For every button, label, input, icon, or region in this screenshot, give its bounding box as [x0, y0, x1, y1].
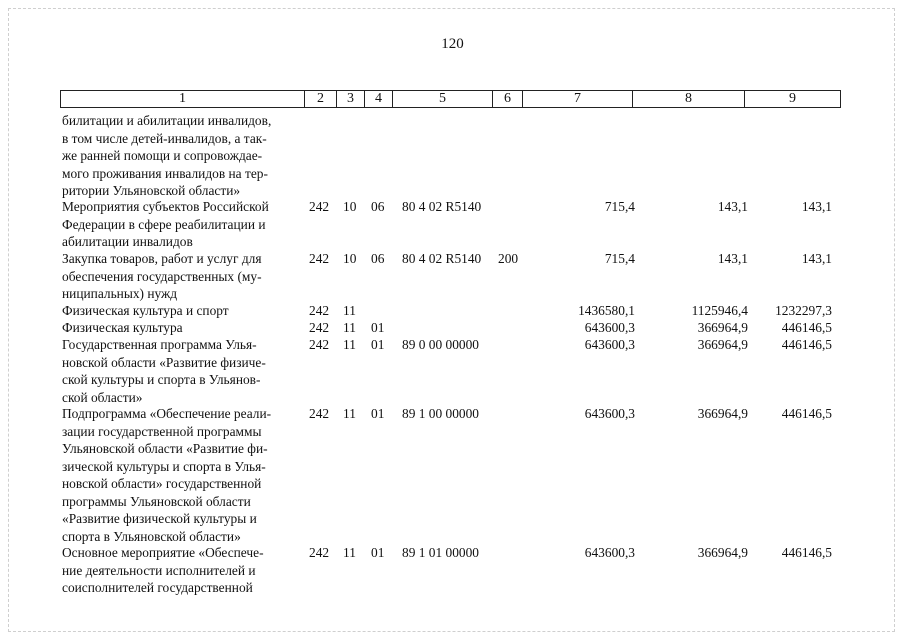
col-3-value: 11 — [343, 406, 356, 421]
col-8-value: 366964,9 — [697, 406, 748, 421]
header-col-4: 4 — [365, 91, 393, 107]
row-name: Закупка товаров, работ и услуг для обеспечения государственных (му- ниципальных) нужд — [62, 251, 262, 301]
col-5-value: 89 1 01 00000 — [402, 545, 479, 560]
col-5-value: 89 0 00 00000 — [402, 337, 479, 352]
col-8-value: 366964,9 — [697, 320, 748, 335]
col-3-value: 11 — [343, 320, 356, 335]
col-8-value: 143,1 — [717, 199, 748, 214]
col-7-value: 643600,3 — [584, 545, 635, 560]
header-col-1: 1 — [61, 91, 305, 107]
row-name: Мероприятия субъектов Российской Федерации в сфере реабилитации и абилитации инвалидов — [62, 199, 269, 249]
col-7-value: 715,4 — [604, 251, 635, 266]
col-2-value: 242 — [309, 406, 330, 421]
col-3-value: 11 — [343, 303, 356, 318]
col-9-value: 143,1 — [801, 199, 832, 214]
col-5-value: 89 1 00 00000 — [402, 406, 479, 421]
col-3-value: 11 — [343, 337, 356, 352]
header-col-5: 5 — [393, 91, 493, 107]
col-8-value: 366964,9 — [697, 545, 748, 560]
row-name: Основное мероприятие «Обеспече- ние деятельности исполнителей и соисполнителей государственной — [62, 545, 264, 595]
header-col-9: 9 — [789, 91, 796, 106]
col-7-value: 643600,3 — [584, 406, 635, 421]
row-name: билитации и абилитации инвалидов, в том числе детей-инвалидов, а так- же ранней помощи и сопровождае- мого проживания инвалидов на тер- ритории Ульяновской области» — [62, 113, 272, 198]
page-number: 120 — [441, 36, 464, 52]
col-4-value: 06 — [371, 199, 385, 214]
row-name: Физическая культура и спорт — [62, 303, 229, 318]
col-8-value: 143,1 — [717, 251, 748, 266]
col-6-value: 200 — [498, 251, 519, 266]
header-col-8: 8 — [633, 91, 745, 107]
col-2-value: 242 — [309, 545, 330, 560]
col-3-value: 10 — [343, 251, 357, 266]
row-name: Подпрограмма «Обеспечение реали- зации государственной программы Ульяновской области «Развитие фи- зической культуры и спорта в Улья- новской области» государственной программы Ульяновской области «Развитие физической культуры и спорта в Ульяновской области» — [62, 406, 272, 544]
col-8-value: 1125946,4 — [691, 303, 748, 318]
col-7-value: 1436580,1 — [578, 303, 635, 318]
col-5-value: 80 4 02 R5140 — [402, 251, 482, 266]
col-2-value: 242 — [309, 251, 330, 266]
col-4-value: 06 — [371, 251, 385, 266]
col-8-value: 366964,9 — [697, 337, 748, 352]
col-9-value: 446146,5 — [781, 406, 832, 421]
col-2-value: 242 — [309, 320, 330, 335]
col-2-value: 242 — [309, 337, 330, 352]
col-2-value: 242 — [309, 303, 330, 318]
col-7-value: 643600,3 — [584, 337, 635, 352]
col-2-value: 242 — [309, 199, 330, 214]
header-col-7: 7 — [523, 91, 633, 107]
col-5-value: 80 4 02 R5140 — [402, 199, 482, 214]
row-name: Физическая культура — [62, 320, 183, 335]
col-3-value: 11 — [343, 545, 356, 560]
col-9-value: 1232297,3 — [775, 303, 832, 318]
header-col-3: 3 — [337, 91, 365, 107]
header-col-6: 6 — [493, 91, 523, 107]
col-9-value: 446146,5 — [781, 320, 832, 335]
col-4-value: 01 — [371, 545, 385, 560]
col-9-value: 446146,5 — [781, 337, 832, 352]
table-header — [60, 90, 841, 108]
col-7-value: 715,4 — [604, 199, 635, 214]
col-4-value: 01 — [371, 406, 385, 421]
col-3-value: 10 — [343, 199, 357, 214]
header-col-2: 2 — [305, 91, 337, 107]
row-name: Государственная программа Улья- новской области «Развитие физиче- ской культуры и спорта в Ульянов- ской области» — [62, 337, 266, 405]
col-9-value: 143,1 — [801, 251, 832, 266]
col-7-value: 643600,3 — [584, 320, 635, 335]
col-9-value: 446146,5 — [781, 545, 832, 560]
col-4-value: 01 — [371, 337, 385, 352]
col-4-value: 01 — [371, 320, 385, 335]
